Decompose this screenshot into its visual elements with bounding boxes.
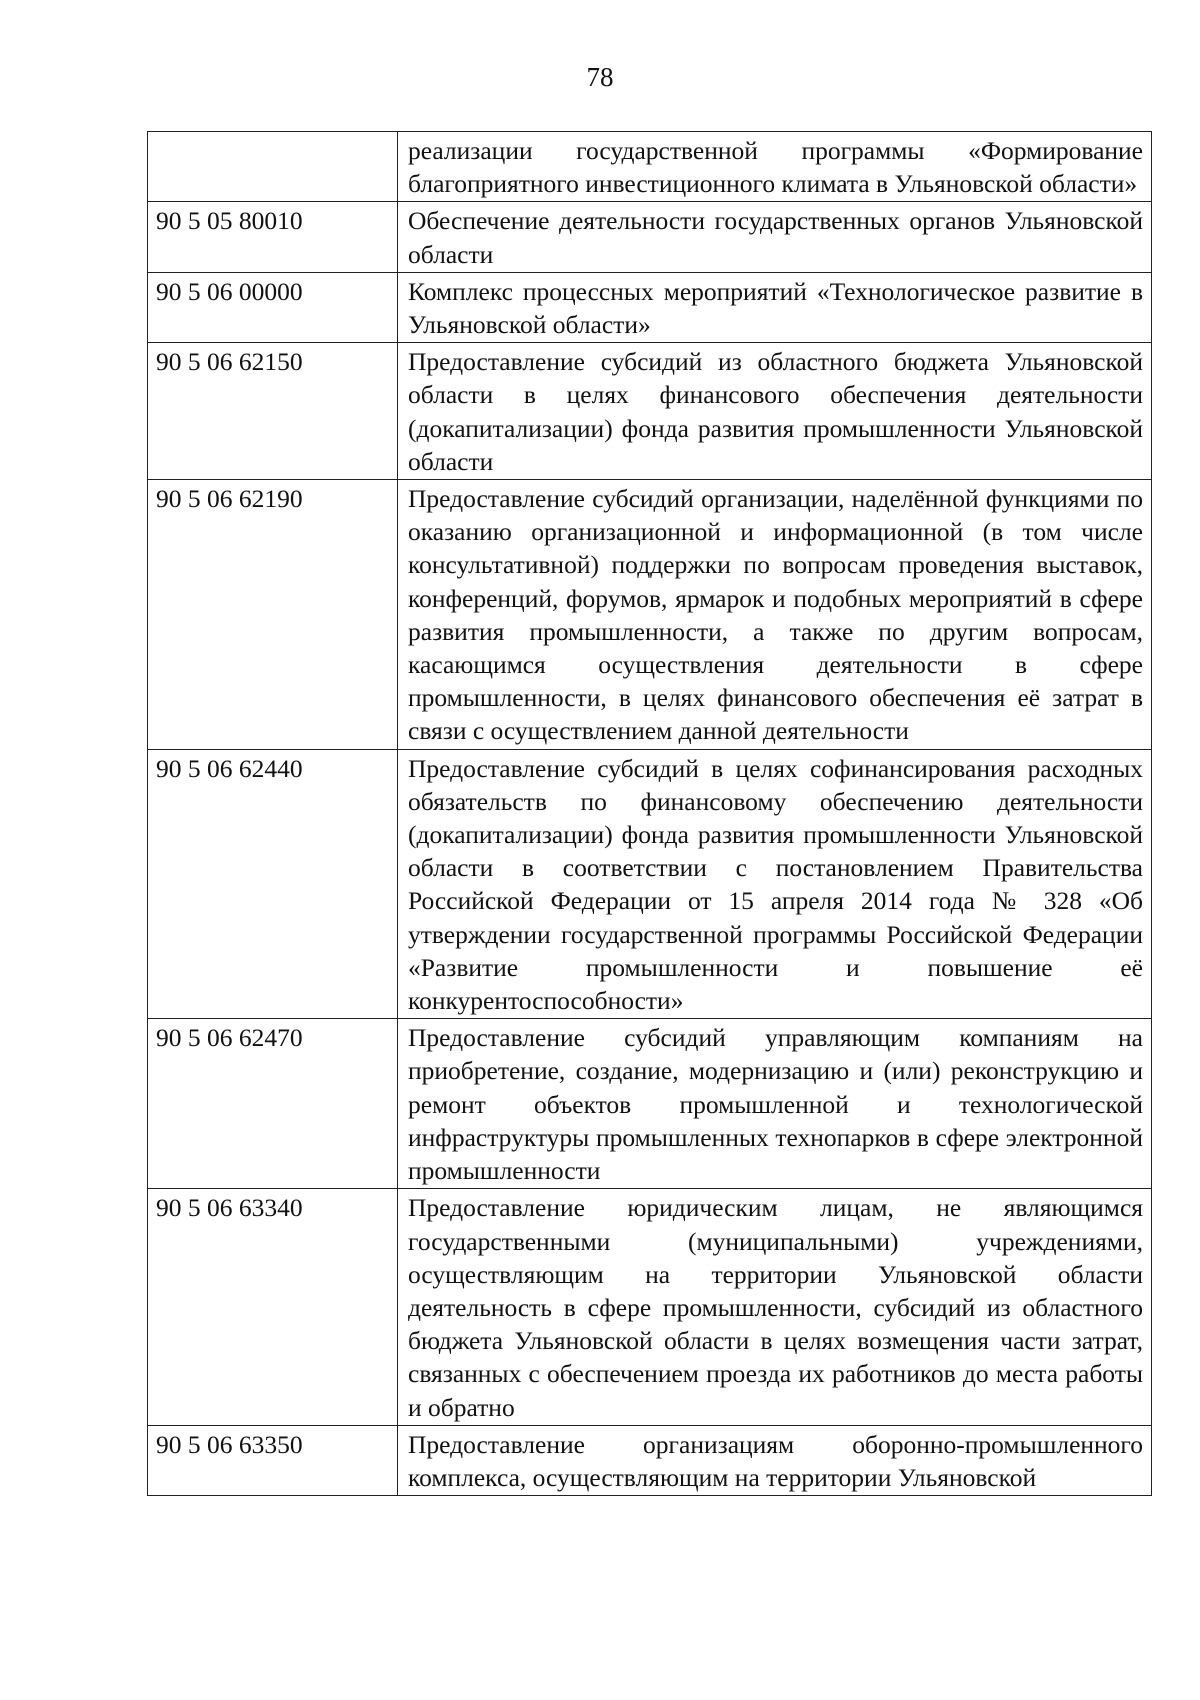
table-row [148,343,1152,480]
row-description: Комплекс процессных мероприятий «Технологическое развитие в Ульяновской области» [398,272,1152,342]
table-row [148,1189,1152,1425]
table-row [148,132,1152,202]
row-code: 90 5 06 63340 [148,1189,398,1425]
table-row [148,202,1152,272]
page-number: 78 [586,62,614,92]
row-code [148,132,398,202]
row-description: Предоставление организациям оборонно-промышленного комплекса, осуществляющим на территории Ульяновской [398,1425,1152,1495]
table-row [148,1019,1152,1189]
table-row [148,1425,1152,1495]
row-description: Предоставление субсидий организации, наделённой функциями по оказанию организационной и информационной (в том числе консультативной) поддержки по вопросам проведения выставок, конференций, форумов, ярмарок и подобных мероприятий в сфере развития промышленности, а также по другим вопросам, касающимся осуществления деятельности в сфере промышленности, в целях финансового обеспечения её затрат в связи с осуществлением данной деятельности [398,480,1152,750]
row-code: 90 5 06 62470 [148,1019,398,1189]
row-code: 90 5 05 80010 [148,202,398,272]
row-description: Предоставление субсидий управляющим компаниям на приобретение, создание, модернизацию и (или) реконструкцию и ремонт объектов промышленной и технологической инфраструктуры промышленных технопарков в сфере электронной промышленности [398,1019,1152,1189]
table-row [148,480,1152,750]
budget-classification-table [147,131,1152,1496]
row-code: 90 5 06 63350 [148,1425,398,1495]
row-code: 90 5 06 00000 [148,272,398,342]
row-code: 90 5 06 62150 [148,343,398,480]
row-description: Предоставление юридическим лицам, не являющимся государственными (муниципальными) учреждениями, осуществляющим на территории Ульяновской области деятельность в сфере промышленности, субсидий из областного бюджета Ульяновской области в целях возмещения части затрат, связанных с обеспечением проезда их работников до места работы и обратно [398,1189,1152,1425]
row-code: 90 5 06 62190 [148,480,398,750]
row-code: 90 5 06 62440 [148,749,398,1019]
table-row [148,749,1152,1019]
row-description: реализации государственной программы «Формирование благоприятного инвестиционного климата в Ульяновской области» [398,132,1152,202]
row-description: Предоставление субсидий из областного бюджета Ульяновской области в целях финансового обеспечения деятельности (докапитализации) фонда развития промышленности Ульяновской области [398,343,1152,480]
row-description: Предоставление субсидий в целях софинансирования расходных обязательств по финансовому обеспечению деятельности (докапитализации) фонда развития промышленности Ульяновской области в соответствии с постановлением Правительства Российской Федерации от 15 апреля 2014 года № 328 «Об утверждении государственной программы Российской Федерации «Развитие промышленности и повышение её конкурентоспособности» [398,749,1152,1019]
row-description: Обеспечение деятельности государственных органов Ульяновской области [398,202,1152,272]
table-row [148,272,1152,342]
